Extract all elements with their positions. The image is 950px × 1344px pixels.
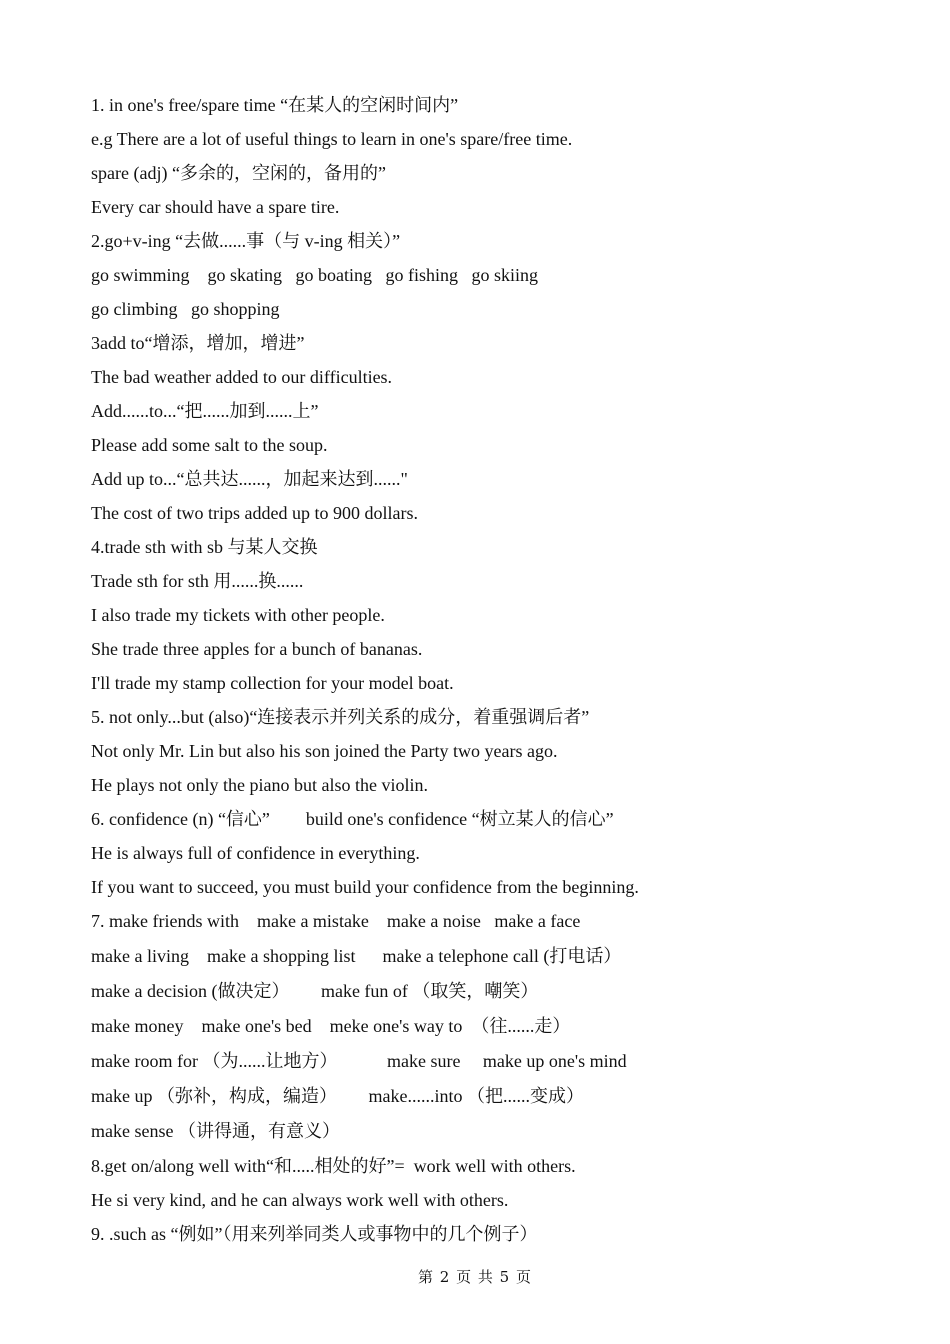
text-line: He plays not only the piano but also the violin. xyxy=(91,775,428,795)
text-line: The bad weather added to our difficulties. xyxy=(91,367,393,387)
text-body xyxy=(91,88,891,1251)
text-line: 9. .such as “例如”（用来列举同类人或事物中的几个例子） xyxy=(91,1224,538,1244)
text-line: 4.trade sth with sb 与某人交换 xyxy=(91,537,318,557)
text-line: e.g There are a lot of useful things to learn in one's spare/free time. xyxy=(91,129,573,149)
text-line: The cost of two trips added up to 900 dollars. xyxy=(91,503,418,523)
text-line: go climbing go shopping xyxy=(91,299,280,319)
text-line: 1. in one's free/spare time “在某人的空闲时间内” xyxy=(91,95,459,115)
text-line: make room for （为......让地方） make sure make up one's mind xyxy=(91,1051,627,1071)
text-line: He is always full of confidence in everything. xyxy=(91,843,420,863)
text-line: Add up to...“总共达......，加起来达到......" xyxy=(91,469,408,489)
text-line: Not only Mr. Lin but also his son joined the Party two years ago. xyxy=(91,741,558,761)
text-line: go swimming go skating go boating go fishing go skiing xyxy=(91,265,539,285)
text-line: make a decision (做决定） make fun of （取笑，嘲笑） xyxy=(91,981,539,1001)
text-line: make sense （讲得通，有意义） xyxy=(91,1121,340,1141)
text-line: Please add some salt to the soup. xyxy=(91,435,328,455)
text-line: I also trade my tickets with other people. xyxy=(91,605,385,625)
text-line: 6. confidence (n) “信心” build one's confidence “树立某人的信心” xyxy=(91,809,614,829)
page-footer: 第 2 页 共 5 页 xyxy=(418,1268,532,1286)
text-line: Add......to...“把......加到......上” xyxy=(91,401,319,421)
text-line: Trade sth for sth 用......换...... xyxy=(91,571,304,591)
text-line: 8.get on/along well with“和.....相处的好”= work well with others. xyxy=(91,1156,576,1176)
text-line: Every car should have a spare tire. xyxy=(91,197,340,217)
text-line: make up （弥补，构成，编造） make......into （把......变成） xyxy=(91,1086,584,1106)
text-line: I'll trade my stamp collection for your model boat. xyxy=(91,673,454,693)
text-line: make money make one's bed meke one's way to （往......走） xyxy=(91,1016,571,1036)
text-line: She trade three apples for a bunch of bananas. xyxy=(91,639,423,659)
text-line: 7. make friends with make a mistake make a noise make a face xyxy=(91,911,581,931)
text-line: If you want to succeed, you must build your confidence from the beginning. xyxy=(91,877,639,897)
text-line: 2.go+v-ing “去做......事（与 v-ing 相关）” xyxy=(91,231,401,251)
text-line: make a living make a shopping list make a telephone call (打电话） xyxy=(91,946,622,966)
text-line: 3add to“增添，增加，增进” xyxy=(91,333,305,353)
text-line: He si very kind, and he can always work well with others. xyxy=(91,1190,509,1210)
text-line: spare (adj) “多余的，空闲的，备用的” xyxy=(91,163,386,183)
text-line: 5. not only...but (also)“连接表示并列关系的成分，着重强调后者” xyxy=(91,707,590,727)
